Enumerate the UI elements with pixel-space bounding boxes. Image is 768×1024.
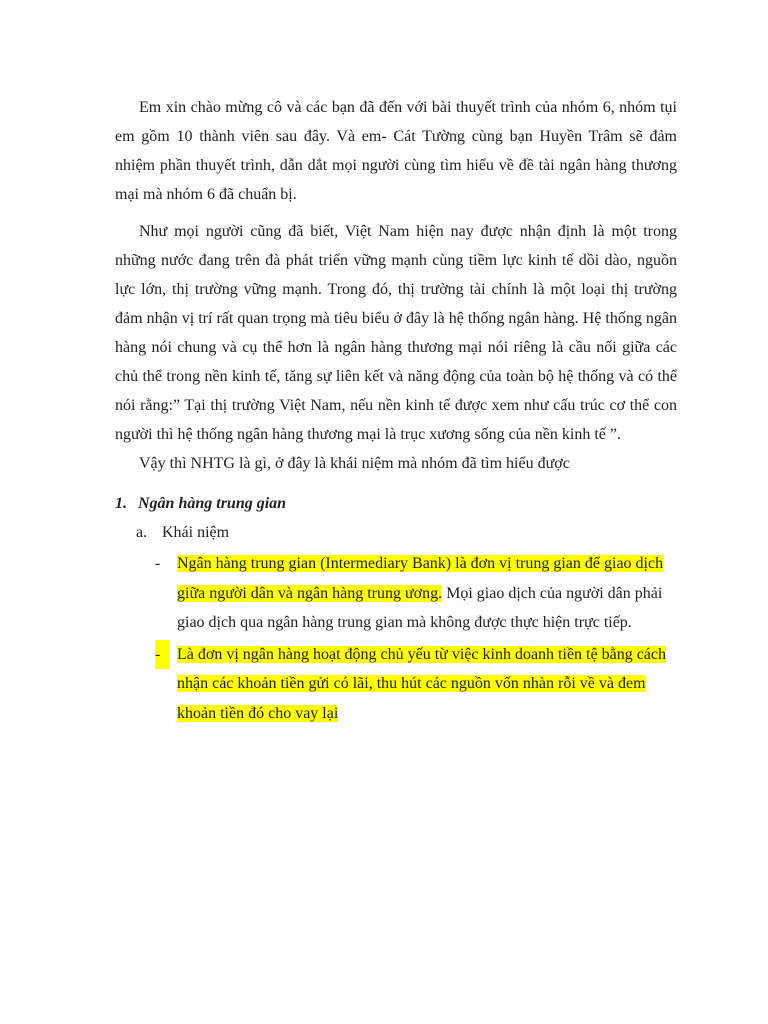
document-body (115, 93, 677, 728)
bullet-item (155, 640, 677, 729)
section-number: 1. (115, 495, 127, 512)
subsection-title: Khái niệm (162, 524, 230, 541)
bullet-dash: - (155, 640, 169, 670)
section-heading (115, 489, 677, 518)
context-paragraph: Như mọi người cũng đã biết, Việt Nam hiện nay được nhận định là một trong những nước đang trên đà phát triển vững mạnh cùng tiềm lực kinh tế dồi dào, nguồn lực lớn, thị trường vững mạnh. Trong đó, thị trường tài chính là một loại thị trường đảm nhận vị trí rất quan trọng mà tiêu biểu ở đây là hệ thống ngân hàng. Hệ thống ngân hàng nói chung và cụ thể hơn là ngân hàng thương mại nói riêng là cầu nối giữa các chủ thể trong nền kinh tế, tăng sự liên kết và năng động của toàn bộ hệ thống và có thể nói rằng:” Tại thị trường Việt Nam, nếu nền kinh tế được xem như cấu trúc cơ thể con người thì hệ thống ngân hàng thương mại là trục xương sống của nền kinh tế ”. (115, 223, 677, 443)
subsection-letter: a. (136, 524, 148, 541)
bullet-dash: - (155, 555, 161, 572)
bullet-text: Mọi giao dịch của người dân phải giao dịch qua ngân hàng trung gian mà không được thực hiện trực tiếp. (177, 584, 663, 631)
intro-paragraph: Em xin chào mừng cô và các bạn đã đến với bài thuyết trình của nhóm 6, nhóm tụi em gồm 10 thành viên sau đây. Và em- Cát Tường cùng bạn Huyền Trâm sẽ đảm nhiệm phần thuyết trình, dẫn dắt mọi người cùng tìm hiểu về đề tài ngân hàng thương mại mà nhóm 6 đã chuẩn bị. (115, 99, 677, 203)
section-title: Ngân hàng trung gian (138, 495, 287, 512)
bullet-item (155, 549, 677, 638)
highlighted-text: Ngân hàng trung gian (Intermediary Bank) là đơn vị trung gian để giao dịch giữa người dân và ngân hàng trung ương. (177, 555, 664, 602)
subsection-heading (136, 518, 677, 547)
highlighted-text: Là đơn vị ngân hàng hoạt động chủ yếu từ việc kinh doanh tiền tệ bằng cách nhận các khoản tiền gửi có lãi, thu hút các nguồn vốn nhàn rỗi về và đem khoản tiền đó cho vay lại (177, 645, 666, 722)
question-paragraph: Vậy thì NHTG là gì, ở đây là khái niệm mà nhóm đã tìm hiểu được (139, 455, 570, 472)
